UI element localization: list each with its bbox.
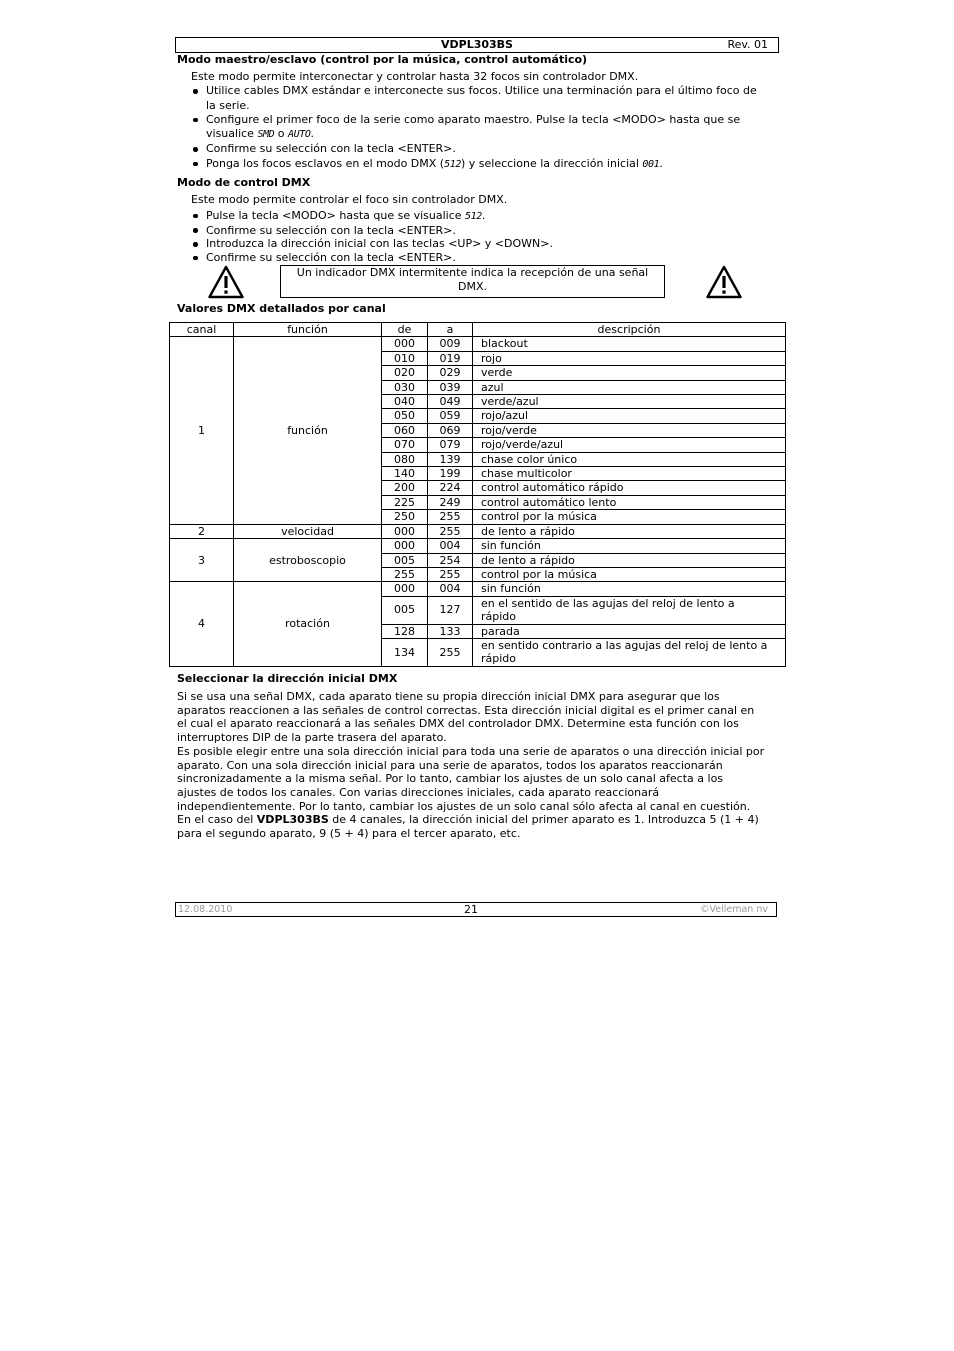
- description-cell: blackout: [473, 337, 786, 351]
- paragraph-line: para el segundo aparato, 9 (5 + 4) para el tercer aparato, etc.: [177, 827, 521, 841]
- master-slave-bullet-list: [191, 84, 757, 172]
- display-readout: 001: [642, 158, 660, 170]
- function-cell: función: [234, 337, 382, 524]
- display-readout: 512: [465, 211, 482, 222]
- paragraph-line: ajustes de todos los canales. Con varias direcciones iniciales, cada aparato reaccionará: [177, 785, 660, 799]
- to-value-cell: 133: [428, 624, 473, 638]
- to-value-cell: 249: [428, 495, 473, 509]
- dmx-table-header: [170, 323, 786, 337]
- to-value-cell: 039: [428, 380, 473, 394]
- bullet-item: [191, 251, 553, 265]
- channel-cell: 4: [170, 582, 234, 666]
- bullet-item: [191, 237, 553, 251]
- start-address-title: Seleccionar la dirección inicial DMX: [177, 672, 398, 685]
- text-run: o: [274, 127, 289, 141]
- column-header-description: descripción: [473, 323, 786, 337]
- warning-triangle-icon: [208, 265, 244, 299]
- paragraph: [177, 690, 764, 745]
- bullet-item: [191, 142, 757, 156]
- text-run: de 4 canales, la dirección inicial del primer aparato es 1. Introduzca 5 (1 + 4): [328, 813, 759, 827]
- to-value-cell: 029: [428, 366, 473, 380]
- column-header-to: a: [428, 323, 473, 337]
- description-cell: rojo/verde: [473, 423, 786, 437]
- page-footer: [175, 902, 777, 917]
- dmx-control-title: Modo de control DMX: [177, 176, 311, 189]
- bullet-marker: [193, 256, 198, 261]
- master-slave-body: [191, 70, 757, 172]
- paragraph: [177, 813, 764, 840]
- warning-text-line: DMX.: [458, 280, 487, 293]
- paragraph-line: aparato. Con una sola dirección inicial para una serie de aparatos, todos los aparatos reaccionarán: [177, 758, 723, 772]
- master-slave-title: Modo maestro/esclavo (control por la música, control automático): [177, 53, 588, 66]
- from-value-cell: 250: [382, 510, 428, 524]
- from-value-cell: 005: [382, 596, 428, 624]
- description-cell: rojo/verde/azul: [473, 438, 786, 452]
- to-value-cell: 009: [428, 337, 473, 351]
- text-run: .: [310, 127, 315, 141]
- description-line: rápido: [481, 652, 517, 666]
- bullet-marker: [193, 214, 198, 219]
- display-readout: 512: [444, 158, 461, 170]
- bullet-item: [191, 157, 757, 172]
- description-cell: de lento a rápido: [473, 524, 786, 538]
- bullet-line: Configure el primer foco de la serie como aparato maestro. Pulse la tecla <MODO> hasta que se: [206, 112, 741, 126]
- from-value-cell: 225: [382, 495, 428, 509]
- from-value-cell: 005: [382, 553, 428, 567]
- to-value-cell: 004: [428, 582, 473, 596]
- description-cell: rojo: [473, 351, 786, 365]
- bullet-marker: [193, 242, 198, 247]
- from-value-cell: 128: [382, 624, 428, 638]
- paragraph-line: Es posible elegir entre una sola dirección inicial para toda una serie de aparatos o una dirección inicial por: [177, 744, 765, 758]
- header-model: VDPL303BS: [441, 38, 513, 51]
- description-cell: chase multicolor: [473, 467, 786, 481]
- paragraph-line: Si se usa una señal DMX, cada aparato tiene su propia dirección inicial DMX para asegurar que los: [177, 690, 720, 703]
- from-value-cell: 040: [382, 395, 428, 409]
- to-value-cell: 069: [428, 423, 473, 437]
- from-value-cell: 030: [382, 380, 428, 394]
- paragraph-line: sincronizadamente a la misma señal. Por lo tanto, cambiar los ajustes de un solo canal afecta a los: [177, 772, 724, 786]
- from-value-cell: 255: [382, 567, 428, 581]
- bullet-marker: [193, 162, 198, 167]
- channel-cell: 1: [170, 337, 234, 524]
- display-readout: AUTO: [288, 129, 311, 141]
- to-value-cell: 255: [428, 524, 473, 538]
- from-value-cell: 000: [382, 524, 428, 538]
- function-cell: rotación: [234, 582, 382, 666]
- from-value-cell: 020: [382, 366, 428, 380]
- channel-cell: 2: [170, 524, 234, 538]
- display-readout: SMD: [257, 129, 275, 141]
- function-cell: estroboscopio: [234, 539, 382, 582]
- warning-triangle-icon: [706, 265, 742, 299]
- from-value-cell: 140: [382, 467, 428, 481]
- bullet-marker: [193, 89, 198, 94]
- description-cell: azul: [473, 380, 786, 394]
- product-name: VDPL303BS: [256, 813, 329, 827]
- bullet-item: [191, 113, 757, 143]
- dmx-values-table: [169, 322, 786, 667]
- dmx-warning-box: [280, 265, 665, 298]
- description-cell: chase color único: [473, 452, 786, 466]
- bullet-line: Utilice cables DMX estándar e interconecte sus focos. Utilice una terminación para el último foco de: [206, 84, 757, 98]
- text-run: visualice: [206, 127, 258, 141]
- master-slave-intro: Este modo permite interconectar y controlar hasta 32 focos sin controlador DMX.: [191, 70, 639, 83]
- from-value-cell: 010: [382, 351, 428, 365]
- bullet-item: [191, 84, 757, 113]
- description-cell: [473, 596, 786, 624]
- column-header-function: función: [234, 323, 382, 337]
- paragraph-line: independientemente. Por lo tanto, cambiar los ajustes de un solo canal sólo afecta al canal en cuestión.: [177, 799, 751, 813]
- from-value-cell: 000: [382, 337, 428, 351]
- to-value-cell: 255: [428, 638, 473, 666]
- column-header-channel: canal: [170, 323, 234, 337]
- bullet-line: Confirme su selección con la tecla <ENTER>.: [206, 251, 456, 265]
- from-value-cell: 200: [382, 481, 428, 495]
- channel-cell: 3: [170, 539, 234, 582]
- description-cell: rojo/azul: [473, 409, 786, 423]
- table-header-row: [170, 323, 786, 337]
- description-cell: control por la música: [473, 510, 786, 524]
- column-header-from: de: [382, 323, 428, 337]
- description-cell: verde/azul: [473, 395, 786, 409]
- description-line: rápido: [481, 610, 517, 624]
- paragraph-line: interruptores DIP de la parte trasera del aparato.: [177, 731, 447, 745]
- description-cell: sin función: [473, 539, 786, 553]
- warning-text-line: Un indicador DMX intermitente indica la recepción de una señal: [296, 266, 649, 279]
- description-cell: [473, 638, 786, 666]
- dmx-table-body: [170, 337, 786, 666]
- bullet-line: la serie.: [206, 98, 250, 112]
- text-run: Pulse la tecla <MODO> hasta que se visualice: [206, 209, 466, 222]
- from-value-cell: 000: [382, 582, 428, 596]
- start-address-body: [177, 690, 764, 841]
- bullet-marker: [193, 118, 198, 123]
- table-row: [170, 582, 786, 596]
- bullet-line: Introduzca la dirección inicial con las teclas <UP> y <DOWN>.: [206, 237, 553, 251]
- dmx-table-title: Valores DMX detallados por canal: [177, 302, 386, 315]
- dmx-control-bullet-list: [191, 209, 553, 265]
- from-value-cell: 134: [382, 638, 428, 666]
- bullet-line: [206, 157, 757, 172]
- paragraph-line: aparatos reaccionen a las señales de control correctas. Esta dirección inicial digital es el primer canal en: [177, 703, 755, 717]
- bullet-line: [206, 209, 553, 224]
- footer-copyright: ©Velleman nv: [700, 904, 768, 915]
- description-cell: de lento a rápido: [473, 553, 786, 567]
- header-revision: Rev. 01: [727, 38, 768, 51]
- function-cell: velocidad: [234, 524, 382, 538]
- to-value-cell: 019: [428, 351, 473, 365]
- from-value-cell: 050: [382, 409, 428, 423]
- paragraph-line: [177, 813, 764, 827]
- description-line: en sentido contrario a las agujas del reloj de lento a: [481, 638, 768, 652]
- bullet-item: [191, 224, 553, 238]
- paragraph-line: el cual el aparato reaccionará a las señales DMX del controlador DMX. Determine esta función con los: [177, 717, 739, 731]
- text-run: Ponga los focos esclavos en el modo DMX (: [206, 156, 445, 170]
- table-row: [170, 337, 786, 351]
- to-value-cell: 004: [428, 539, 473, 553]
- from-value-cell: 060: [382, 423, 428, 437]
- to-value-cell: 254: [428, 553, 473, 567]
- from-value-cell: 070: [382, 438, 428, 452]
- to-value-cell: 224: [428, 481, 473, 495]
- paragraph: [177, 745, 764, 814]
- text-run: En el caso del: [177, 813, 257, 827]
- text-run: .: [481, 209, 486, 222]
- description-cell: sin función: [473, 582, 786, 596]
- text-run: ) y seleccione la dirección inicial: [460, 156, 643, 170]
- to-value-cell: 127: [428, 596, 473, 624]
- to-value-cell: 255: [428, 510, 473, 524]
- footer-date: 12.08.2010: [178, 904, 233, 915]
- from-value-cell: 000: [382, 539, 428, 553]
- to-value-cell: 139: [428, 452, 473, 466]
- bullet-item: [191, 209, 553, 224]
- bullet-line: [206, 127, 757, 142]
- page-header: [175, 37, 779, 53]
- to-value-cell: 079: [428, 438, 473, 452]
- dmx-control-intro: Este modo permite controlar el foco sin controlador DMX.: [191, 193, 508, 206]
- to-value-cell: 255: [428, 567, 473, 581]
- to-value-cell: 059: [428, 409, 473, 423]
- text-run: .: [659, 156, 663, 170]
- description-cell: control automático lento: [473, 495, 786, 509]
- to-value-cell: 199: [428, 467, 473, 481]
- table-row: [170, 539, 786, 553]
- table-row: [170, 524, 786, 538]
- bullet-marker: [193, 147, 198, 152]
- description-cell: control automático rápido: [473, 481, 786, 495]
- bullet-line: Confirme su selección con la tecla <ENTER>.: [206, 223, 456, 237]
- page-number: 21: [464, 903, 478, 916]
- bullet-marker: [193, 228, 198, 233]
- from-value-cell: 080: [382, 452, 428, 466]
- description-cell: parada: [473, 624, 786, 638]
- description-cell: verde: [473, 366, 786, 380]
- bullet-line: Confirme su selección con la tecla <ENTER>.: [206, 142, 456, 156]
- description-line: en el sentido de las agujas del reloj de lento a: [481, 596, 735, 610]
- description-cell: control por la música: [473, 567, 786, 581]
- to-value-cell: 049: [428, 395, 473, 409]
